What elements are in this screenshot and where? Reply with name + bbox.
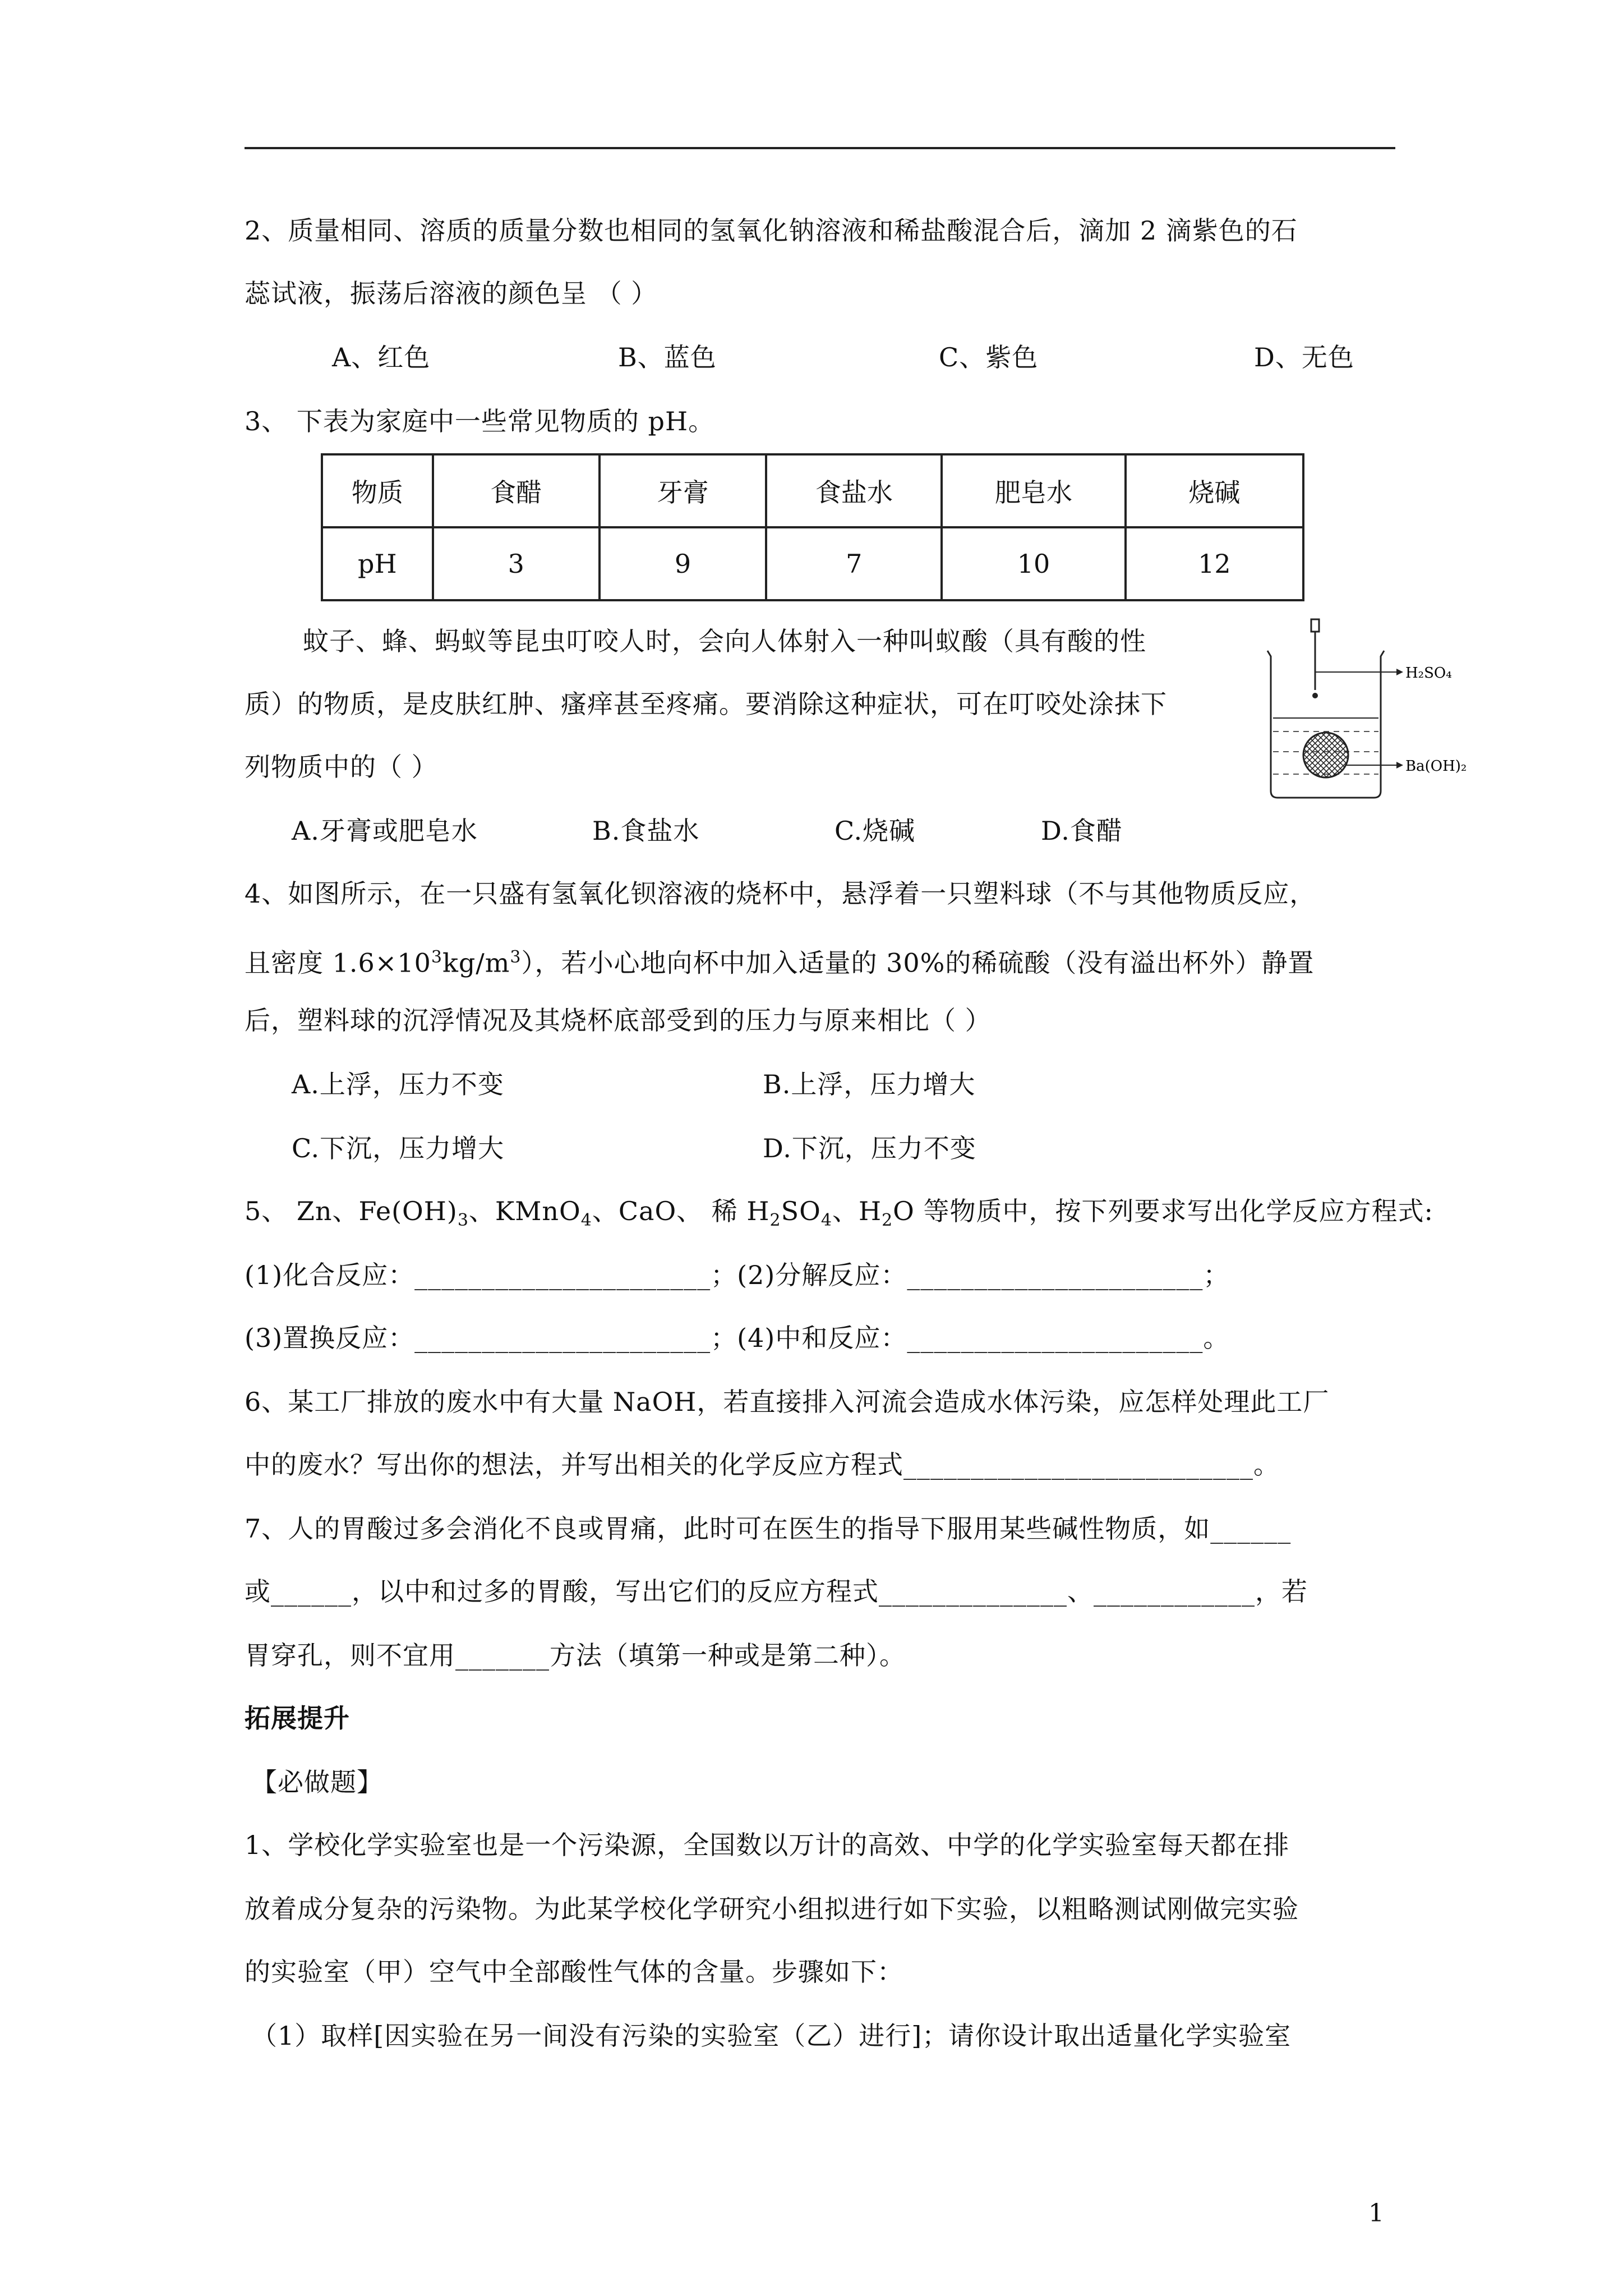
q4-line-3: 后，塑料球的沉浮情况及其烧杯底部受到的压力与原来相比（ ） — [245, 1005, 992, 1036]
dropper-bulb — [1311, 619, 1319, 632]
table-cell: 食醋 — [433, 454, 600, 527]
q7-line-2: 或______，以中和过多的胃酸，写出它们的反应方程式______________、____________，若 — [245, 1576, 1308, 1607]
e1-line-4: （1）取样[因实验在另一间没有污染的实验室（乙）进行]；请你设计取出适量化学实验室 — [251, 2021, 1292, 2051]
q3-line-3: 列物质中的（ ） — [245, 752, 438, 782]
q4-option-b: B.上浮，压力增大 — [763, 1069, 976, 1099]
table-cell: 物质 — [322, 454, 433, 527]
table-cell: pH — [322, 527, 433, 600]
page-number: 1 — [1368, 2199, 1384, 2228]
q4-option-d: D.下沉，压力不变 — [763, 1133, 976, 1163]
ph-table-header-row — [322, 454, 1303, 527]
q2-line-1: 2、质量相同、溶质的质量分数也相同的氢氧化钠溶液和稀盐酸混合后，滴加 2 滴紫色的石 — [245, 215, 1298, 246]
q2-option-b: B、蓝色 — [618, 342, 717, 372]
section-title: 拓展提升 — [245, 1703, 350, 1733]
e1-line-2: 放着成分复杂的污染物。为此某学校化学研究小组拟进行如下实验，以粗略测试刚做完实验 — [245, 1894, 1299, 1924]
q2-option-d: D、无色 — [1254, 342, 1354, 372]
q3-line-2: 质）的物质，是皮肤红肿、瘙痒甚至疼痛。要消除这种症状，可在叮咬处涂抹下 — [245, 689, 1167, 719]
q4-line-2: 且密度 $1.6\times 10^3kg/m^3$），若小心地向杯中加入适量的 30%的稀硫酸（没有溢出杯外）静置 — [245, 947, 1315, 978]
q2-option-c: C、紫色 — [939, 342, 1039, 372]
e1-line-3: 的实验室（甲）空气中全部酸性气体的含量。步骤如下： — [245, 1957, 903, 1987]
ph-table — [321, 453, 1304, 601]
q4-line-1: 4、如图所示，在一只盛有氢氧化钡溶液的烧杯中，悬浮着一只塑料球（不与其他物质反应， — [245, 878, 1316, 909]
table-cell: 12 — [1126, 527, 1303, 600]
q3-line-1: 蚊子、蜂、蚂蚁等昆虫叮咬人时，会向人体射入一种叫蚁酸（具有酸的性 — [303, 626, 1146, 656]
table-cell: 10 — [942, 527, 1125, 600]
beaker-figure — [1256, 611, 1469, 802]
q6-line-1: 6、某工厂排放的废水中有大量 NaOH，若直接排入河流会造成水体污染，应怎样处理此工厂 — [245, 1387, 1330, 1417]
ph-table-value-row — [322, 527, 1303, 600]
table-cell: 9 — [600, 527, 766, 600]
q6-line-2: 中的废水？写出你的想法，并写出相关的化学反应方程式__________________________。 — [245, 1450, 1280, 1480]
q5-line-2: (1)化合反应：______________________；(2)分解反应：______________________； — [245, 1260, 1230, 1290]
q4-option-a: A.上浮，压力不变 — [292, 1069, 504, 1099]
q3-intro: 3、 下表为家庭中一些常见物质的 pH。 — [245, 406, 715, 436]
q2-option-a: A、红色 — [332, 342, 431, 372]
q3-option-c: C.烧碱 — [834, 816, 916, 846]
q3-option-d: D.食醋 — [1041, 816, 1123, 846]
label-baoh2: Ba(OH)₂ — [1405, 758, 1467, 775]
e1-line-1: 1、学校化学实验室也是一个污染源，全国数以万计的高效、中学的化学实验室每天都在排 — [245, 1830, 1290, 1860]
q5-line-3: (3)置换反应：______________________；(4)中和反应：______________________。 — [245, 1323, 1230, 1353]
label-h2so4: H₂SO₄ — [1405, 665, 1452, 682]
table-cell: 牙膏 — [600, 454, 766, 527]
q2-line-2: 蕊试液，振荡后溶液的颜色呈 （ ） — [245, 278, 658, 309]
table-cell: 3 — [433, 527, 600, 600]
q5-line-1: 5、 Zn、$Fe(OH)_3$、KMnO$_4$、CaO、 稀 $H_2SO_4$、$H_2O$ 等物质中，按下列要求写出化学反应方程式: — [245, 1196, 1434, 1231]
section-subtitle: 【必做题】 — [251, 1767, 383, 1797]
q4-option-c: C.下沉，压力增大 — [292, 1133, 505, 1163]
table-cell: 食盐水 — [766, 454, 942, 527]
q7-line-3: 胃穿孔，则不宜用_______方法（填第一种或是第二种）。 — [245, 1640, 906, 1671]
plastic-ball — [1303, 733, 1348, 777]
drop — [1312, 693, 1318, 698]
table-cell: 烧碱 — [1126, 454, 1303, 527]
q3-option-a: A.牙膏或肥皂水 — [292, 816, 478, 846]
table-cell: 肥皂水 — [942, 454, 1125, 527]
q3-option-b: B.食盐水 — [592, 816, 700, 846]
q7-line-1: 7、人的胃酸过多会消化不良或胃痛，此时可在医生的指导下服用某些碱性物质，如______ — [245, 1513, 1292, 1544]
table-cell: 7 — [766, 527, 942, 600]
header-rule — [245, 147, 1395, 149]
